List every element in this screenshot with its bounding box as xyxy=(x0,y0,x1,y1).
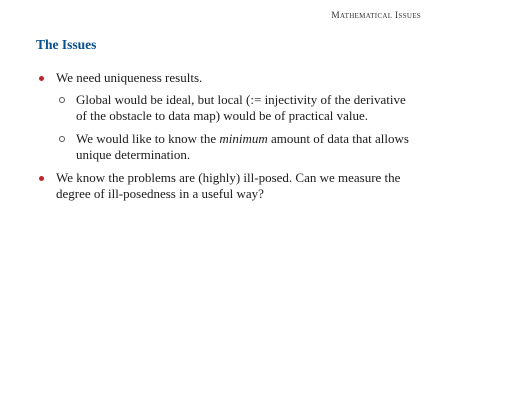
sub-bullet-text-part: amount of data that allows xyxy=(267,131,409,146)
red-bullet-icon xyxy=(39,176,44,181)
slide-title: The Issues xyxy=(36,37,97,52)
sub-bullet-line xyxy=(76,131,436,147)
bullet-item xyxy=(36,70,436,86)
bullet-text: We need uniqueness results. xyxy=(56,70,203,85)
hollow-circle-icon xyxy=(59,136,65,142)
slide-content xyxy=(36,70,436,208)
bullet-text: degree of ill-posedness in a useful way? xyxy=(56,186,264,201)
red-bullet-icon xyxy=(39,76,44,81)
hollow-circle-icon xyxy=(59,97,65,103)
emphasized-word: minimum xyxy=(219,131,268,146)
bullet-text: We know the problems are (highly) ill-posed. Can we measure the xyxy=(56,170,401,185)
bullet-item xyxy=(36,170,436,202)
section-header: Mathematical Issues xyxy=(331,11,421,21)
sub-bullet-line: Global would be ideal, but local (:= injectivity of the derivative xyxy=(76,92,406,107)
sub-bullet-item xyxy=(36,92,436,124)
sub-bullet-text-part: We would like to know the xyxy=(76,131,220,146)
sub-bullet-line: unique determination. xyxy=(76,147,191,162)
sub-bullet-item xyxy=(36,131,436,163)
sub-bullet-line: of the obstacle to data map) would be of practical value. xyxy=(76,108,369,123)
